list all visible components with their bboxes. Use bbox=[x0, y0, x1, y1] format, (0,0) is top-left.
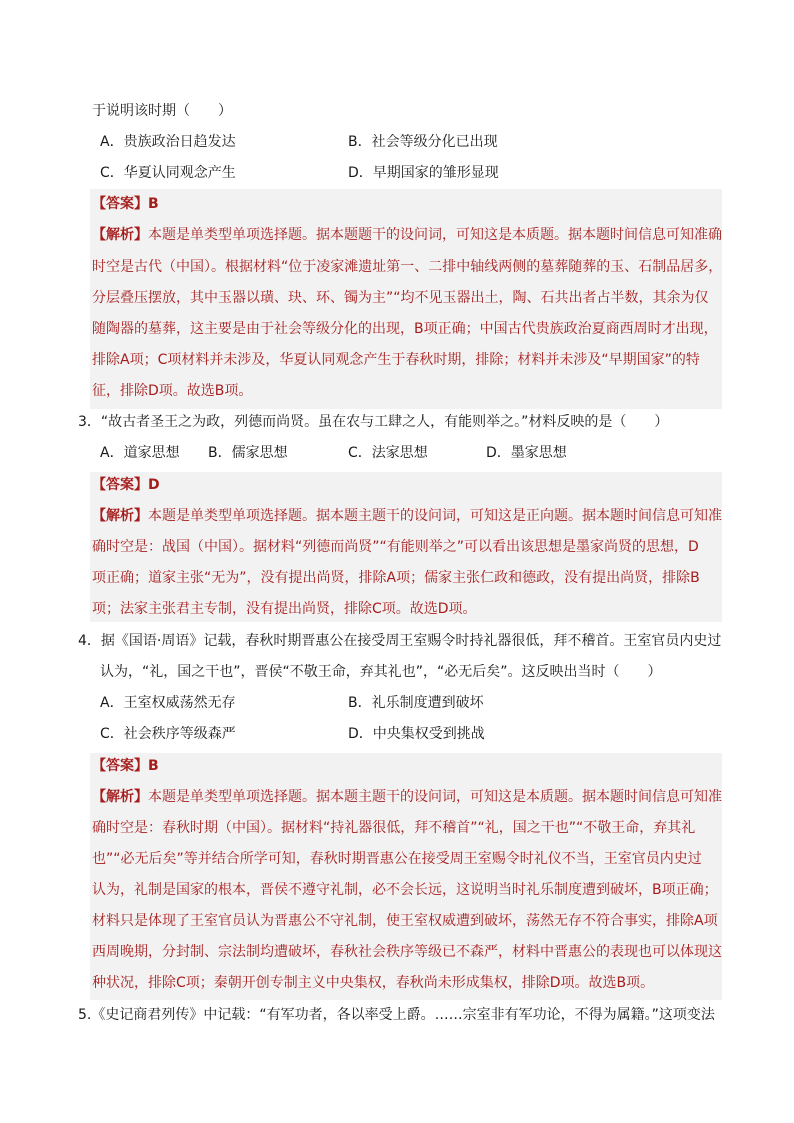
analysis-text: “列德而尚贤”“有能则举之”可以看出该思想是墨家尚贤的思想，D bbox=[295, 539, 699, 555]
q4-analysis-line: 西周晚期，分封制、宗法制均遭破坏，春秋社会秩序等级已不森严，材料中晋惠公的表现也可以体现这 bbox=[92, 944, 722, 960]
analysis-label: 【解析】 bbox=[92, 227, 148, 243]
q2-analysis-line: 排除A项；C项材料并未涉及，华夏认同观念产生于春秋时期，排除；材料并未涉及“早期国家”的特 bbox=[92, 352, 700, 368]
analysis-text: “持礼器很低，拜不稽首”“礼，国之干也”“不敬王命，弃其礼 bbox=[323, 820, 696, 836]
q2-answer bbox=[92, 194, 159, 214]
q3-option-d: D．墨家思想 bbox=[486, 445, 567, 461]
q3-answer bbox=[92, 475, 160, 495]
q3-stem: 3．“故古者圣王之为政，列德而尚贤。虽在农与工肆之人，有能则举之。”材料反映的是（ ） bbox=[78, 414, 669, 430]
q3-option-b: B．儒家思想 bbox=[208, 445, 288, 461]
q4-option-d: D．中央集权受到挑战 bbox=[348, 726, 485, 742]
q2-option-a: A．贵族政治日趋发达 bbox=[100, 134, 236, 150]
q2-analysis-line bbox=[92, 257, 722, 277]
q4-answer bbox=[92, 756, 159, 776]
q3-analysis-line bbox=[92, 506, 722, 526]
analysis-text: 时空是古代（中国）。根据材料 bbox=[92, 259, 281, 275]
answer-label: 【答案】 bbox=[92, 477, 148, 493]
analysis-text: 确时空是：春秋时期（中国）。据材料 bbox=[92, 820, 323, 836]
q4-analysis-line bbox=[92, 818, 695, 838]
q2-analysis-line: 分层叠压摆放，其中玉器以璜、玦、环、镯为主”“均不见玉器出土，陶、石共出者占半数，其余为仅 bbox=[92, 290, 709, 306]
q4-analysis-line: 材料只是体现了王室官员认为晋惠公不守礼制，使王室权威遭到破坏，荡然无存不符合事实，排除A项 bbox=[92, 913, 718, 929]
q3-analysis-line bbox=[92, 537, 699, 557]
q4-analysis-line bbox=[92, 787, 722, 807]
analysis-text: 本题是单类型单项选择题。据本题主题干的设问词，可知这是本质题。据本题时间信息可知准 bbox=[148, 789, 722, 805]
q3-option-c: C．法家思想 bbox=[348, 445, 428, 461]
q3-option-a: A．道家思想 bbox=[100, 445, 180, 461]
q3-analysis-line: 项；法家主张君主专制，没有提出尚贤，排除C项。故选D项。 bbox=[92, 601, 477, 617]
q4-analysis-line: 认为，礼制是国家的根本，晋侯不遵守礼制，必不会长远，这说明当时礼乐制度遭到破坏，B项正确； bbox=[92, 882, 718, 898]
q4-option-a: A．王室权威荡然无存 bbox=[100, 695, 236, 711]
answer-label: 【答案】 bbox=[92, 196, 148, 212]
analysis-text: 本题是单类型单项选择题。据本题主题干的设问词，可知这是正向题。据本题时间信息可知准 bbox=[148, 508, 722, 524]
q2-analysis-line: 随陶器的墓葬，这主要是由于社会等级分化的出现，B项正确；中国古代贵族政治夏商西周时才出现， bbox=[92, 321, 718, 337]
answer-value: B bbox=[148, 758, 159, 774]
q2-analysis-line: 征，排除D项。故选B项。 bbox=[92, 383, 253, 399]
analysis-text: 本题是单类型单项选择题。据本题题干的设问词，可知这是本质题。据本题时间信息可知准确 bbox=[148, 227, 722, 243]
answer-value: D bbox=[148, 477, 160, 493]
analysis-text: 确时空是：战国（中国）。据材料 bbox=[92, 539, 295, 555]
analysis-text: “位于凌家滩遗址第一、二排中轴线两侧的墓葬随葬的玉、石制品居多， bbox=[281, 259, 723, 275]
q5-stem: 5.《史记商君列传》中记载：“有军功者，各以率受上爵。……宗室非有军功论，不得为属籍。”这项变法 bbox=[78, 1007, 715, 1023]
analysis-label: 【解析】 bbox=[92, 508, 148, 524]
q2-option-c: C．华夏认同观念产生 bbox=[100, 165, 236, 181]
q2-analysis-line bbox=[92, 225, 722, 245]
q4-stem-line-1: 4．据《国语·周语》记载，春秋时期晋惠公在接受周王室赐令时持礼器很低，拜不稽首。王室官员内史过 bbox=[78, 633, 722, 649]
q4-option-b: B．礼乐制度遭到破坏 bbox=[348, 695, 484, 711]
q4-analysis-line: 种状况，排除C项；秦朝开创专制主义中央集权，春秋尚未形成集权，排除D项。故选B项。 bbox=[92, 975, 655, 991]
q2-option-b: B．社会等级分化已出现 bbox=[348, 134, 498, 150]
answer-value: B bbox=[148, 196, 159, 212]
q4-option-c: C．社会秩序等级森严 bbox=[100, 726, 236, 742]
q2-option-d: D．早期国家的雏形显现 bbox=[348, 165, 499, 181]
answer-label: 【答案】 bbox=[92, 758, 148, 774]
q2-stem-tail: 于说明该时期（ ） bbox=[92, 103, 232, 119]
q3-analysis-line: 项正确；道家主张“无为”，没有提出尚贤，排除A项；儒家主张仁政和德政，没有提出尚贤，排除B bbox=[92, 570, 700, 586]
q4-analysis-line: 也”“必无后矣”等并结合所学可知，春秋时期晋惠公在接受周王室赐令时礼仪不当，王室官员内史过 bbox=[92, 851, 702, 867]
q4-stem-line-2: 认为，“礼，国之干也”，晋侯“不敬王命，弃其礼也”，“必无后矣”。这反映出当时（ ） bbox=[100, 664, 662, 680]
analysis-label: 【解析】 bbox=[92, 789, 148, 805]
